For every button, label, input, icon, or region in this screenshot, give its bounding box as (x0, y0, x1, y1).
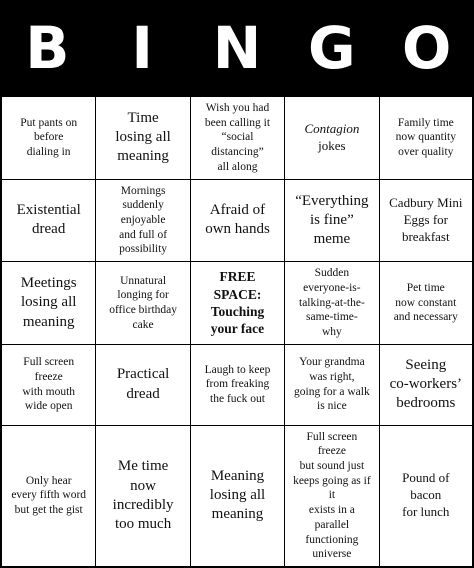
bingo-cell-r2c1[interactable]: Existential dread (2, 179, 96, 262)
bingo-cell-r1c4[interactable] (285, 96, 379, 179)
bingo-cell-r5c1[interactable]: Only hear every fifth word but get the gist (2, 425, 96, 566)
bingo-cell-r1c2[interactable]: Time losing all meaning (96, 96, 190, 179)
bingo-cell-r5c5[interactable]: Pound of bacon for lunch (380, 425, 474, 566)
bingo-cell-r2c4[interactable]: “Everything is fine” meme (285, 179, 379, 262)
header-letter-b: B (25, 14, 70, 82)
bingo-cell-r3c1[interactable]: Meetings losing all meaning (2, 261, 96, 344)
bingo-cell-r1c1[interactable]: Put pants on before dialing in (2, 96, 96, 179)
contagion-text: Contagion jokes (304, 120, 360, 153)
header-letter-g: G (307, 14, 356, 82)
bingo-cell-r4c3[interactable]: Laugh to keep from freaking the fuck out (191, 344, 285, 425)
bingo-cell-r3c2[interactable]: Unnatural longing for office birthday cake (96, 261, 190, 344)
bingo-cell-r2c2[interactable]: Mornings suddenly enjoyable and full of possibility (96, 179, 190, 262)
bingo-cell-r4c2[interactable]: Practical dread (96, 344, 190, 425)
bingo-cell-r2c3[interactable]: Afraid of own hands (191, 179, 285, 262)
bingo-cell-r5c2[interactable]: Me time now incredibly too much (96, 425, 190, 566)
header-letter-o: O (401, 14, 452, 82)
bingo-cell-r5c3[interactable]: Meaning losing all meaning (191, 425, 285, 566)
bingo-cell-r2c5[interactable]: Cadbury Mini Eggs for breakfast (380, 179, 474, 262)
bingo-cell-r5c4[interactable]: Full screen freeze but sound just keeps going as if it exists in a parallel functioning universe (285, 425, 379, 566)
header-letter-i: I (131, 14, 153, 82)
bingo-cell-r3c5[interactable]: Pet time now constant and necessary (380, 261, 474, 344)
header-letter-n: N (212, 14, 262, 82)
bingo-cell-r4c5[interactable]: Seeing co-workers’ bedrooms (380, 344, 474, 425)
bingo-free-space[interactable]: FREE SPACE: Touching your face (191, 261, 285, 344)
bingo-cell-r1c5[interactable]: Family time now quantity over quality (380, 96, 474, 179)
bingo-grid (0, 96, 474, 568)
bingo-cell-r4c1[interactable]: Full screen freeze with mouth wide open (2, 344, 96, 425)
bingo-cell-r3c4[interactable]: Sudden everyone-is- talking-at-the- same-time- why (285, 261, 379, 344)
contagion-word: Contagion (304, 120, 360, 136)
bingo-header (0, 0, 474, 96)
bingo-cell-r1c3[interactable]: Wish you had been calling it “social distancing” all along (191, 96, 285, 179)
bingo-cell-r4c4[interactable]: Your grandma was right, going for a walk is nice (285, 344, 379, 425)
